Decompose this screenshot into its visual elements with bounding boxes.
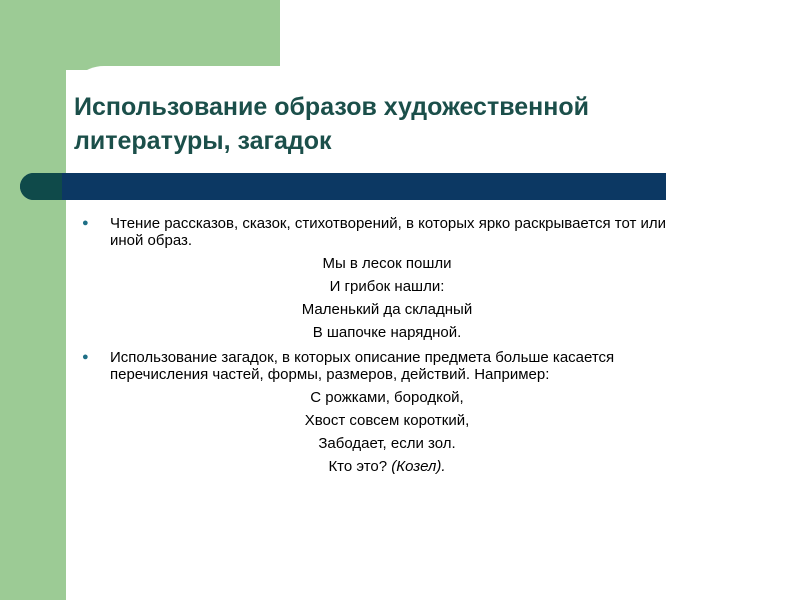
background-green-block-top [66,0,280,70]
bullet-item [82,215,692,249]
poem-line: Маленький да складный [301,301,473,318]
title-divider-bar [20,173,666,200]
slide-title [74,90,774,158]
poem-line: И грибок нашли: [329,278,445,295]
bullet-text: Использование загадок, в которых описание предмета больше касается перечисления частей, формы, размеров, действий. Например: [110,349,615,383]
background-green-bar-left [0,0,66,600]
poem-line: В шапочке нарядной. [312,324,462,341]
poem-line: Мы в лесок пошли [322,255,452,272]
bullet-icon: ● [82,351,89,363]
riddle-line: Забодает, если зол. [318,435,456,452]
slide-title-line-1: Использование образов художественной [74,93,589,121]
bullet-item [82,349,692,383]
riddle-question: Кто это? [328,458,392,475]
riddle-question-line [82,455,692,478]
bullet-text: Чтение рассказов, сказок, стихотворений, в которых ярко раскрывается тот или иной образ. [110,215,667,249]
title-divider-cap [20,173,62,200]
poem-block [82,252,692,344]
riddle-line: Хвост совсем короткий, [304,412,470,429]
riddle-block [82,386,692,478]
bullet-icon: ● [82,217,89,229]
riddle-line: С рожками, бородкой, [310,389,464,406]
slide-title-line-2: литературы, загадок [74,127,332,155]
riddle-answer: (Козел). [391,458,446,475]
slide-body [82,215,692,483]
